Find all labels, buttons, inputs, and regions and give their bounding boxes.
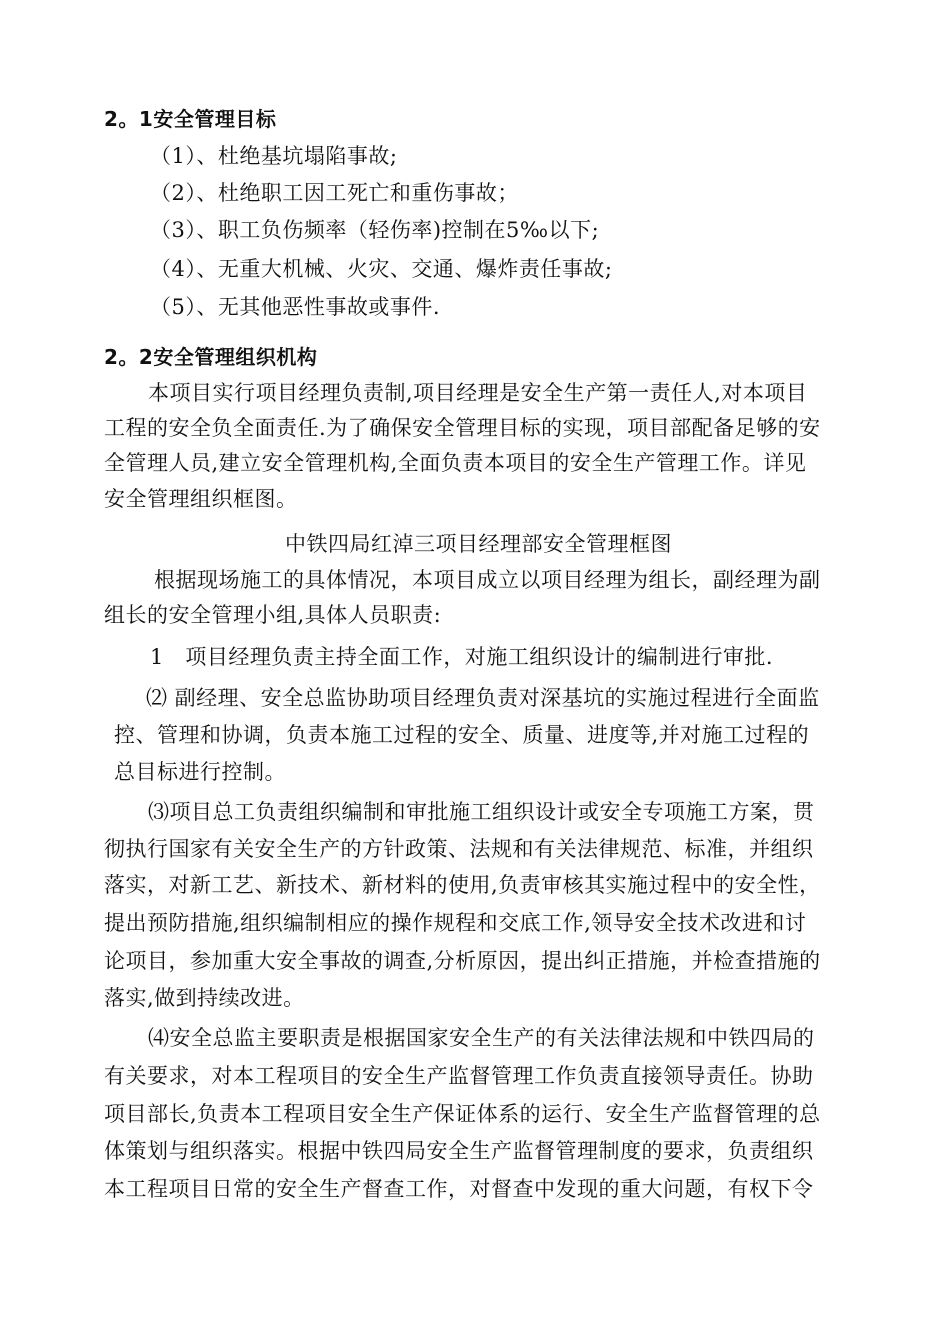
goal-item-1: （1）、杜绝基坑塌陷事故; (150, 144, 398, 168)
section-2-2-heading: 2。2安全管理组织机构 (104, 345, 318, 369)
duty-3-line-4: 提出预防措施,组织编制相应的操作规程和交底工作,领导安全技术改进和讨 (104, 911, 807, 935)
intro-line-3: 全管理人员,建立安全管理机构,全面负责本项目的安全生产管理工作。详见 (104, 451, 807, 475)
intro-line-2: 工程的安全负全面责任.为了确保安全管理目标的实现，项目部配备足够的安 (104, 416, 821, 440)
duty-3-line-1: ⑶项目总工负责组织编制和审批施工组织设计或安全专项施工方案，贯 (148, 800, 815, 824)
goal-item-2: （2）、杜绝职工因工死亡和重伤事故； (150, 181, 519, 205)
duty-3-line-3: 落实，对新工艺、新技术、新材料的使用,负责审核其实施过程中的安全性， (104, 873, 821, 897)
intro-line-1: 本项目实行项目经理负责制,项目经理是安全生产第一责任人,对本项目 (148, 381, 808, 405)
duty-3-line-2: 彻执行国家有关安全生产的方针政策、法规和有关法律规范、标准，并组织 (104, 837, 814, 861)
group-line-1: 根据现场施工的具体情况，本项目成立以项目经理为组长，副经理为副 (154, 568, 821, 592)
intro-line-4: 安全管理组织框图。 (104, 487, 298, 511)
goal-item-4: （4）、无重大机械、火灾、交通、爆炸责任事故; (150, 257, 613, 281)
duty-2-line-1: ⑵ 副经理、安全总监协助项目经理负责对深基坑的实施过程进行全面监 (146, 686, 820, 710)
group-line-2: 组长的安全管理小组,具体人员职责: (104, 603, 442, 627)
duty-3-line-6: 落实,做到持续改进。 (104, 986, 305, 1010)
duty-4-line-4: 体策划与组织落实。根据中铁四局安全生产监督管理制度的要求，负责组织 (104, 1139, 814, 1163)
section-2-1-heading: 2。1安全管理目标 (104, 107, 277, 131)
duty-4-line-5: 本工程项目日常的安全生产督查工作，对督查中发现的重大问题，有权下令 (104, 1177, 814, 1201)
figure-caption: 中铁四局红淖三项目经理部安全管理框图 (285, 532, 672, 556)
duty-2-line-2: 控、管理和协调，负责本施工过程的安全、质量、进度等,并对施工过程的 (114, 723, 810, 747)
duty-4-line-3: 项目部长,负责本工程项目安全生产保证体系的运行、安全生产监督管理的总 (104, 1102, 821, 1126)
duty-1-line-1: 1 项目经理负责主持全面工作，对施工组织设计的编制进行审批. (150, 645, 774, 669)
duty-4-line-2: 有关要求，对本工程项目的安全生产监督管理工作负责直接领导责任。协助 (104, 1064, 814, 1088)
goal-item-3: （3）、职工负伤频率（轻伤率)控制在5‰以下; (150, 218, 600, 242)
goal-item-5: （5）、无其他恶性事故或事件. (150, 295, 441, 319)
duty-3-line-5: 论项目，参加重大安全事故的调查,分析原因，提出纠正措施，并检查措施的 (104, 949, 821, 973)
duty-2-line-3: 总目标进行控制。 (114, 760, 286, 784)
duty-4-line-1: ⑷安全总监主要职责是根据国家安全生产的有关法律法规和中铁四局的 (148, 1026, 815, 1050)
